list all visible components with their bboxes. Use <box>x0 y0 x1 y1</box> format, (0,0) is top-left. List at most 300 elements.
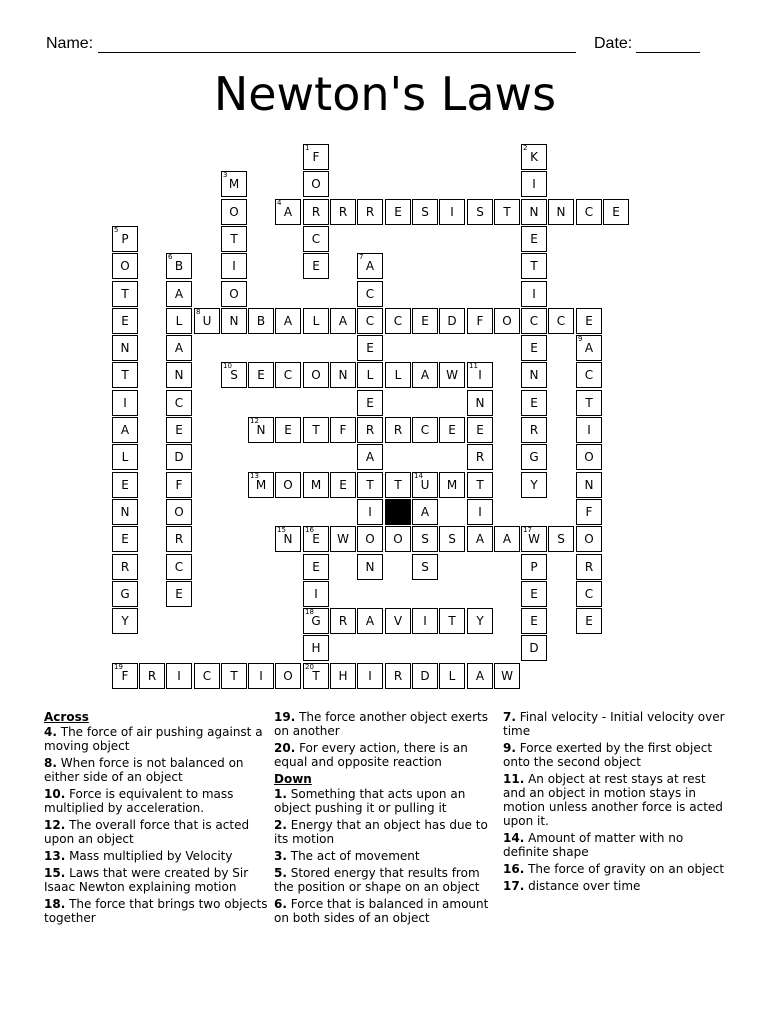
cell-letter: I <box>314 587 318 601</box>
clue-item-number: 18. <box>44 897 66 911</box>
across-heading: Across <box>44 710 89 724</box>
grid-cell[interactable] <box>412 526 438 552</box>
clue-number: 19 <box>114 663 123 671</box>
clue-number: 2 <box>523 144 528 152</box>
grid-cell[interactable] <box>385 663 411 689</box>
cell-letter: I <box>368 505 372 519</box>
cell-letter: I <box>478 505 482 519</box>
grid-cell[interactable] <box>112 417 138 443</box>
grid-cell[interactable] <box>357 390 383 416</box>
grid-cell[interactable] <box>357 281 383 307</box>
grid-cell[interactable] <box>521 635 547 661</box>
grid-cell[interactable] <box>357 663 383 689</box>
grid-cell[interactable] <box>275 472 301 498</box>
cell-letter: R <box>365 205 375 219</box>
clue-item <box>503 831 729 859</box>
grid-cell[interactable] <box>330 362 356 388</box>
cell-letter: A <box>283 205 293 219</box>
clue-number: 3 <box>223 171 228 179</box>
grid-cell[interactable] <box>112 499 138 525</box>
grid-cell[interactable] <box>412 499 438 525</box>
grid-cell[interactable] <box>576 362 602 388</box>
grid-cell[interactable] <box>357 608 383 634</box>
grid-cell[interactable] <box>330 472 356 498</box>
grid-cell[interactable] <box>303 417 329 443</box>
grid-cell[interactable] <box>467 417 493 443</box>
grid-cell[interactable] <box>330 199 356 225</box>
grid-cell[interactable] <box>112 335 138 361</box>
grid-cell[interactable] <box>385 417 411 443</box>
clue-item-text: The overall force that is acted upon an object <box>44 818 250 846</box>
grid-cell[interactable] <box>112 581 138 607</box>
grid-cell[interactable] <box>439 472 465 498</box>
clue-item <box>44 897 270 925</box>
date-label: Date: <box>594 35 633 52</box>
grid-cell[interactable] <box>194 308 220 334</box>
grid-cell[interactable] <box>112 226 138 252</box>
grid-cell[interactable] <box>357 472 383 498</box>
grid-cell[interactable] <box>576 417 602 443</box>
grid-cell[interactable] <box>303 362 329 388</box>
cell-letter: O <box>174 505 184 519</box>
grid-cell[interactable] <box>357 362 383 388</box>
grid-cell[interactable] <box>221 253 247 279</box>
cell-letter: Y <box>121 614 129 628</box>
clue-item <box>44 866 270 894</box>
cell-letter: O <box>120 259 130 273</box>
grid-cell[interactable] <box>166 335 192 361</box>
cell-letter: A <box>420 368 430 382</box>
cell-letter: E <box>394 205 402 219</box>
grid-cell[interactable] <box>357 499 383 525</box>
cell-letter: R <box>393 423 403 437</box>
cell-letter: O <box>393 532 403 546</box>
grid-cell[interactable] <box>467 526 493 552</box>
grid-cell[interactable] <box>494 308 520 334</box>
cell-letter: S <box>230 368 238 382</box>
cell-letter: I <box>177 669 181 683</box>
cell-letter: I <box>259 669 263 683</box>
grid-cell[interactable] <box>412 417 438 443</box>
grid-cell[interactable] <box>439 526 465 552</box>
cell-letter: L <box>394 368 402 382</box>
cell-letter: O <box>283 478 293 492</box>
cell-letter: A <box>174 287 184 301</box>
grid-cell[interactable] <box>275 417 301 443</box>
clue-item <box>274 710 500 738</box>
grid-cell[interactable] <box>576 390 602 416</box>
grid-cell[interactable] <box>357 554 383 580</box>
cell-letter: E <box>530 341 538 355</box>
grid-cell[interactable] <box>166 281 192 307</box>
cell-letter: M <box>255 478 267 492</box>
cell-letter: R <box>365 423 375 437</box>
clue-number: 16 <box>305 526 314 534</box>
grid-cell[interactable] <box>303 635 329 661</box>
cell-letter: E <box>121 314 129 328</box>
clue-item-text: Force is equivalent to mass multiplied by acceleration. <box>44 787 234 815</box>
cell-letter: I <box>478 368 482 382</box>
grid-cell[interactable] <box>166 499 192 525</box>
grid-cell[interactable] <box>112 526 138 552</box>
grid-cell[interactable] <box>521 144 547 170</box>
grid-cell[interactable] <box>439 417 465 443</box>
grid-cell[interactable] <box>439 199 465 225</box>
cell-letter: E <box>312 532 320 546</box>
black-square <box>385 499 411 525</box>
cell-letter: T <box>394 478 402 492</box>
grid-cell[interactable] <box>521 281 547 307</box>
clue-item <box>503 772 729 828</box>
cell-letter: N <box>120 505 130 519</box>
cell-letter: A <box>365 614 375 628</box>
cell-letter: E <box>530 587 538 601</box>
clue-item-number: 1. <box>274 787 287 801</box>
grid-cell[interactable] <box>112 281 138 307</box>
grid-cell[interactable] <box>385 608 411 634</box>
grid-cell[interactable] <box>521 417 547 443</box>
grid-cell[interactable] <box>412 663 438 689</box>
grid-cell[interactable] <box>112 554 138 580</box>
clue-item-number: 6. <box>274 897 287 911</box>
grid-cell[interactable] <box>221 199 247 225</box>
grid-cell[interactable] <box>521 554 547 580</box>
cell-letter: O <box>229 205 239 219</box>
grid-cell[interactable] <box>467 472 493 498</box>
grid-cell[interactable] <box>330 608 356 634</box>
cell-letter: E <box>530 232 538 246</box>
grid-cell[interactable] <box>467 390 493 416</box>
grid-cell[interactable] <box>166 663 192 689</box>
grid-cell[interactable] <box>548 199 574 225</box>
grid-cell[interactable] <box>439 663 465 689</box>
clue-item-text: The force another object exerts on another <box>274 710 488 738</box>
clue-item <box>503 741 729 769</box>
grid-cell[interactable] <box>275 663 301 689</box>
clue-number: 11 <box>469 362 478 370</box>
grid-cell[interactable] <box>576 472 602 498</box>
grid-cell[interactable] <box>275 308 301 334</box>
grid-cell[interactable] <box>303 144 329 170</box>
cell-letter: E <box>448 423 456 437</box>
grid-cell[interactable] <box>521 308 547 334</box>
grid-cell[interactable] <box>303 199 329 225</box>
cell-letter: A <box>174 341 184 355</box>
grid-cell[interactable] <box>467 308 493 334</box>
cell-letter: T <box>585 396 593 410</box>
grid-cell[interactable] <box>275 362 301 388</box>
clue-item-text: An object at rest stays at rest and an object in motion stays in motion unless another force is acted upon it. <box>503 772 723 828</box>
grid-cell[interactable] <box>521 526 547 552</box>
clue-number: 9 <box>578 335 583 343</box>
cell-letter: P <box>121 232 129 246</box>
grid-cell[interactable] <box>467 663 493 689</box>
cell-letter: L <box>312 314 320 328</box>
cell-letter: E <box>175 587 183 601</box>
clue-list <box>44 710 734 1010</box>
grid-cell[interactable] <box>248 417 274 443</box>
clue-item-number: 4. <box>44 725 57 739</box>
grid-cell[interactable] <box>412 308 438 334</box>
cell-letter: E <box>612 205 620 219</box>
clue-item-number: 2. <box>274 818 287 832</box>
cell-letter: A <box>475 669 485 683</box>
grid-cell[interactable] <box>303 253 329 279</box>
grid-cell[interactable] <box>221 226 247 252</box>
clue-number: 12 <box>250 417 259 425</box>
grid-cell[interactable] <box>303 226 329 252</box>
grid-cell[interactable] <box>275 199 301 225</box>
grid-cell[interactable] <box>576 526 602 552</box>
grid-cell[interactable] <box>467 499 493 525</box>
grid-cell[interactable] <box>548 308 574 334</box>
clue-item-number: 13. <box>44 849 66 863</box>
grid-cell[interactable] <box>166 390 192 416</box>
grid-cell[interactable] <box>303 308 329 334</box>
clue-item <box>274 741 500 769</box>
cell-letter: E <box>121 478 129 492</box>
cell-letter: N <box>365 560 375 574</box>
clue-item-number: 10. <box>44 787 66 801</box>
cell-letter: I <box>532 287 536 301</box>
clue-item <box>44 725 270 753</box>
clue-item-text: Energy that an object has due to its motion <box>274 818 488 846</box>
grid-cell[interactable] <box>112 362 138 388</box>
grid-cell[interactable] <box>112 390 138 416</box>
cell-letter: E <box>530 614 538 628</box>
grid-cell[interactable] <box>248 308 274 334</box>
cell-letter: R <box>584 560 594 574</box>
cell-letter: A <box>120 423 130 437</box>
grid-cell[interactable] <box>357 417 383 443</box>
grid-cell[interactable] <box>576 554 602 580</box>
grid-cell[interactable] <box>494 526 520 552</box>
cell-letter: H <box>311 641 321 655</box>
cell-letter: T <box>312 423 320 437</box>
cell-letter: U <box>420 478 430 492</box>
grid-cell[interactable] <box>467 199 493 225</box>
cell-letter: T <box>503 205 511 219</box>
grid-cell[interactable] <box>221 171 247 197</box>
grid-cell[interactable] <box>248 663 274 689</box>
grid-cell[interactable] <box>275 526 301 552</box>
cell-letter: N <box>256 423 266 437</box>
cell-letter: N <box>174 368 184 382</box>
grid-cell[interactable] <box>467 444 493 470</box>
grid-cell[interactable] <box>303 663 329 689</box>
cell-letter: I <box>232 259 236 273</box>
grid-cell[interactable] <box>576 581 602 607</box>
cell-letter: N <box>584 478 594 492</box>
grid-cell[interactable] <box>385 472 411 498</box>
cell-letter: T <box>230 232 238 246</box>
grid-cell[interactable] <box>521 581 547 607</box>
grid-cell[interactable] <box>357 335 383 361</box>
cell-letter: R <box>393 669 403 683</box>
clue-item-text: distance over time <box>524 879 641 893</box>
grid-cell[interactable] <box>521 226 547 252</box>
grid-cell[interactable] <box>521 608 547 634</box>
grid-cell[interactable] <box>303 608 329 634</box>
cell-letter: Y <box>530 478 538 492</box>
grid-cell[interactable] <box>166 253 192 279</box>
grid-cell[interactable] <box>412 554 438 580</box>
cell-letter: S <box>557 532 565 546</box>
grid-cell[interactable] <box>248 362 274 388</box>
cell-letter: O <box>311 368 321 382</box>
clue-item <box>274 849 500 863</box>
grid-cell[interactable] <box>166 417 192 443</box>
grid-cell[interactable] <box>521 472 547 498</box>
clue-item-number: 20. <box>274 741 296 755</box>
cell-letter: T <box>366 478 374 492</box>
cell-letter: I <box>532 177 536 191</box>
clue-item <box>44 756 270 784</box>
grid-cell[interactable] <box>521 390 547 416</box>
cell-letter: C <box>584 205 594 219</box>
grid-cell[interactable] <box>467 362 493 388</box>
grid-cell[interactable] <box>357 308 383 334</box>
grid-cell[interactable] <box>166 362 192 388</box>
grid-cell[interactable] <box>303 472 329 498</box>
grid-cell[interactable] <box>357 444 383 470</box>
grid-cell[interactable] <box>385 526 411 552</box>
grid-cell[interactable] <box>194 663 220 689</box>
clue-column-3 <box>503 710 729 896</box>
clue-item-number: 3. <box>274 849 287 863</box>
grid-cell[interactable] <box>112 472 138 498</box>
clue-item-text: The force of air pushing against a moving object <box>44 725 263 753</box>
grid-cell[interactable] <box>357 199 383 225</box>
cell-letter: T <box>312 669 320 683</box>
grid-cell[interactable] <box>576 499 602 525</box>
cell-letter: A <box>420 505 430 519</box>
grid-cell[interactable] <box>521 362 547 388</box>
grid-cell[interactable] <box>412 199 438 225</box>
cell-letter: F <box>175 478 183 492</box>
grid-cell[interactable] <box>221 362 247 388</box>
cell-letter: A <box>365 259 375 273</box>
grid-cell[interactable] <box>521 199 547 225</box>
cell-letter: T <box>121 368 129 382</box>
grid-cell[interactable] <box>330 417 356 443</box>
grid-cell[interactable] <box>330 526 356 552</box>
cell-letter: Y <box>476 614 484 628</box>
grid-cell[interactable] <box>521 253 547 279</box>
cell-letter: T <box>230 669 238 683</box>
grid-cell[interactable] <box>439 362 465 388</box>
cell-letter: N <box>283 532 293 546</box>
cell-letter: R <box>475 450 485 464</box>
cell-letter: S <box>421 532 429 546</box>
cell-letter: A <box>502 532 512 546</box>
grid-cell[interactable] <box>603 199 629 225</box>
clue-item <box>44 849 270 863</box>
grid-cell[interactable] <box>166 581 192 607</box>
clue-item-number: 15. <box>44 866 66 880</box>
grid-cell[interactable] <box>166 308 192 334</box>
grid-cell[interactable] <box>166 554 192 580</box>
grid-cell[interactable] <box>494 663 520 689</box>
clue-item-number: 16. <box>503 862 525 876</box>
grid-cell[interactable] <box>112 663 138 689</box>
grid-cell[interactable] <box>385 199 411 225</box>
grid-cell[interactable] <box>357 526 383 552</box>
cell-letter: O <box>584 450 594 464</box>
grid-cell[interactable] <box>221 663 247 689</box>
cell-letter: E <box>175 423 183 437</box>
grid-cell[interactable] <box>139 663 165 689</box>
cell-letter: C <box>365 314 375 328</box>
clue-number: 8 <box>196 308 201 316</box>
grid-cell[interactable] <box>521 444 547 470</box>
grid-cell[interactable] <box>576 335 602 361</box>
grid-cell[interactable] <box>221 281 247 307</box>
grid-cell[interactable] <box>357 253 383 279</box>
clue-item <box>44 818 270 846</box>
grid-cell[interactable] <box>112 308 138 334</box>
clue-number: 14 <box>414 472 423 480</box>
grid-cell[interactable] <box>248 472 274 498</box>
cell-letter: N <box>338 368 348 382</box>
grid-cell[interactable] <box>221 308 247 334</box>
grid-cell[interactable] <box>166 444 192 470</box>
cell-letter: E <box>284 423 292 437</box>
cell-letter: F <box>312 150 320 164</box>
grid-cell[interactable] <box>494 199 520 225</box>
cell-letter: D <box>174 450 184 464</box>
cell-letter: C <box>420 423 430 437</box>
grid-cell[interactable] <box>166 526 192 552</box>
cell-letter: E <box>585 614 593 628</box>
cell-letter: S <box>448 532 456 546</box>
grid-cell[interactable] <box>521 335 547 361</box>
grid-cell[interactable] <box>303 171 329 197</box>
grid-cell[interactable] <box>412 472 438 498</box>
cell-letter: R <box>338 205 348 219</box>
grid-cell[interactable] <box>330 663 356 689</box>
grid-cell[interactable] <box>521 171 547 197</box>
grid-cell[interactable] <box>576 308 602 334</box>
cell-letter: A <box>283 314 293 328</box>
cell-letter: M <box>446 478 458 492</box>
grid-cell[interactable] <box>303 581 329 607</box>
grid-cell[interactable] <box>412 608 438 634</box>
grid-cell[interactable] <box>548 526 574 552</box>
cell-letter: W <box>501 669 513 683</box>
cell-letter: T <box>530 259 538 273</box>
grid-cell[interactable] <box>112 253 138 279</box>
grid-cell[interactable] <box>439 308 465 334</box>
grid-cell[interactable] <box>385 308 411 334</box>
cell-letter: L <box>448 669 456 683</box>
grid-cell[interactable] <box>330 308 356 334</box>
grid-cell[interactable] <box>303 526 329 552</box>
grid-cell[interactable] <box>467 608 493 634</box>
grid-cell[interactable] <box>412 362 438 388</box>
grid-cell[interactable] <box>439 608 465 634</box>
cell-letter: E <box>312 259 320 273</box>
grid-cell[interactable] <box>576 608 602 634</box>
grid-cell[interactable] <box>112 608 138 634</box>
grid-cell[interactable] <box>576 199 602 225</box>
grid-cell[interactable] <box>112 444 138 470</box>
grid-cell[interactable] <box>166 472 192 498</box>
cell-letter: F <box>121 669 129 683</box>
grid-cell[interactable] <box>303 554 329 580</box>
grid-cell[interactable] <box>385 362 411 388</box>
grid-cell[interactable] <box>576 444 602 470</box>
